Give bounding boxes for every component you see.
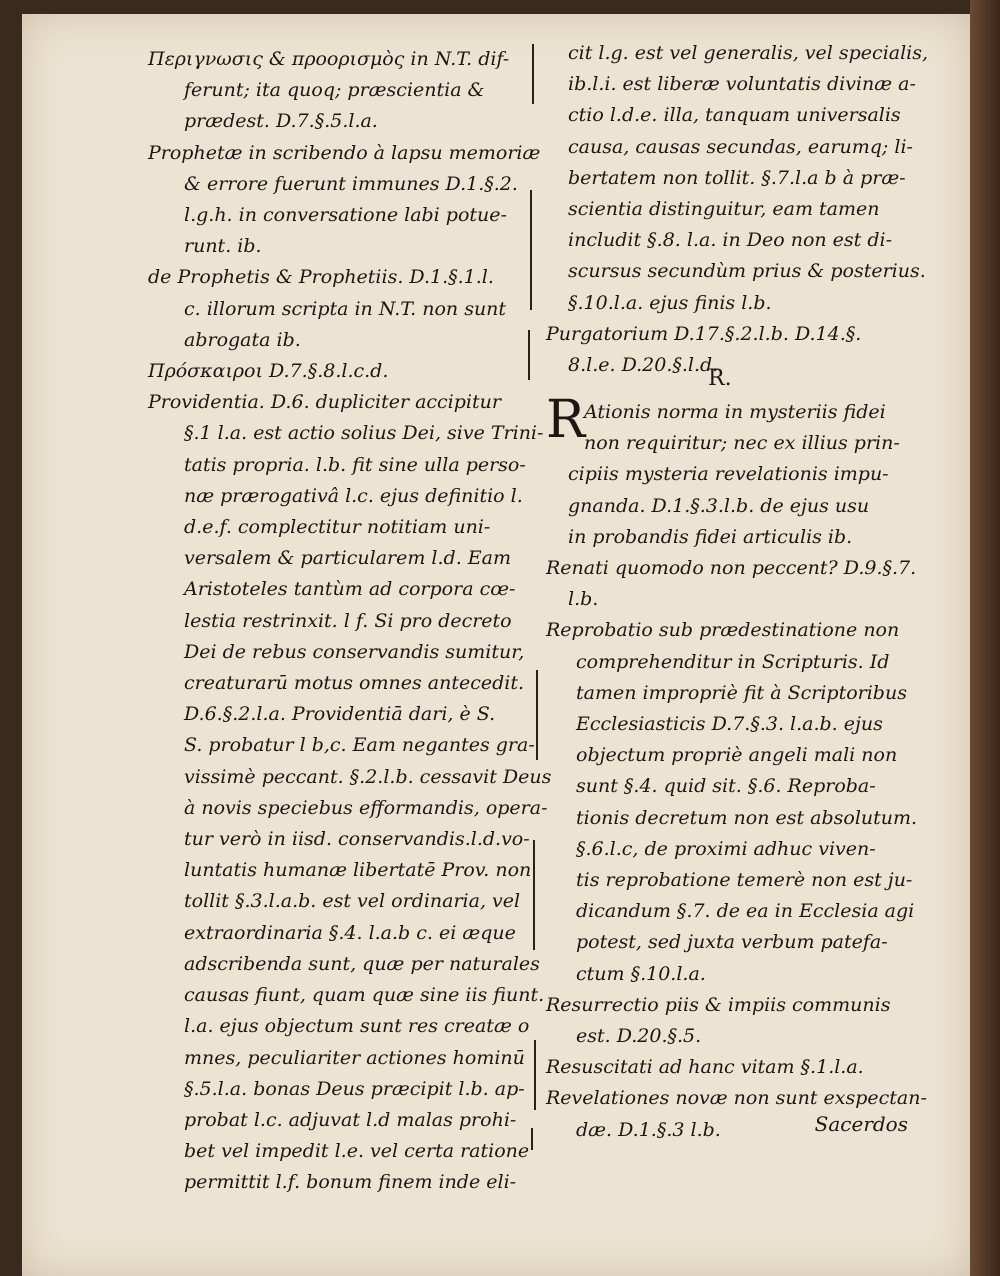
index-line: ferunt; ita quoq; præscientia & xyxy=(184,79,485,102)
index-line: ctio l.d.e. illa, tanquam universalis xyxy=(568,104,901,127)
index-line: Πρόσκαιροι D.7.§.8.l.c.d. xyxy=(148,360,389,383)
index-line: Dei de rebus conservandis sumitur, xyxy=(184,640,525,663)
index-line: D.6.§.2.l.a. Providentiā dari, è S. xyxy=(184,703,496,726)
index-line: lestia restrinxit. l f. Si pro decreto xyxy=(184,609,512,632)
index-line: causas fiunt, quam quæ sine iis fiunt. xyxy=(184,984,545,1007)
index-line: permittit l.f. bonum finem inde eli- xyxy=(184,1171,517,1194)
left-index-column xyxy=(148,44,552,1199)
index-line: tur verò in iisd. conservandis.l.d.vo- xyxy=(184,828,530,851)
index-line: est. D.20.§.5. xyxy=(576,1025,702,1048)
index-line: Ationis norma in mysteriis fidei xyxy=(584,401,886,423)
index-line: S. probatur l b,c. Eam negantes gra- xyxy=(184,734,535,757)
index-line: de Prophetis & Prophetiis. D.1.§.1.l. xyxy=(148,266,494,289)
column-divider xyxy=(531,1128,533,1150)
column-divider xyxy=(533,840,535,950)
index-line: ib.l.i. est liberæ voluntatis divinæ a- xyxy=(568,73,916,96)
index-line: luntatis humanæ libertatē Prov. non xyxy=(184,859,532,882)
index-line: §.6.l.c, de proximi adhuc viven- xyxy=(576,837,876,860)
index-line: tionis decretum non est absolutum. xyxy=(576,806,918,829)
drop-capital: R xyxy=(546,390,586,450)
index-line: cipiis mysteria revelationis impu- xyxy=(568,463,889,486)
index-line: §.1 l.a. est actio solius Dei, sive Trini- xyxy=(184,422,544,445)
index-line: §.10.l.a. ejus finis l.b. xyxy=(568,291,772,314)
index-line: d.e.f. complectitur notitiam uni- xyxy=(184,516,491,539)
index-line: scientia distinguitur, eam tamen xyxy=(568,198,880,221)
column-divider xyxy=(528,330,530,380)
index-line: Resurrectio piis & impiis communis xyxy=(546,993,891,1016)
index-line: ctum §.10.l.a. xyxy=(576,962,706,985)
index-line: comprehenditur in Scripturis. Id xyxy=(576,650,890,673)
index-line: Ecclesiasticis D.7.§.3. l.a.b. ejus xyxy=(576,713,883,736)
index-line: tis reprobatione temerè non est ju- xyxy=(576,869,913,892)
index-line: l.g.h. in conversatione labi potue- xyxy=(184,204,507,227)
index-line: Aristoteles tantùm ad corpora cœ- xyxy=(184,578,516,601)
column-divider xyxy=(534,1040,536,1110)
index-line: l.b. xyxy=(568,588,599,611)
index-line: causa, causas secundas, earumq; li- xyxy=(568,135,913,158)
index-line: includit §.8. l.a. in Deo non est di- xyxy=(568,229,893,252)
catchword: Sacerdos xyxy=(814,1112,908,1136)
index-line: prædest. D.7.§.5.l.a. xyxy=(184,110,378,133)
index-line: Περιγνωσις & προορισμὸς in N.T. dif- xyxy=(148,48,510,70)
index-line: probat l.c. adjuvat l.d malas prohi- xyxy=(184,1108,517,1131)
index-line: Renati quomodo non peccent? D.9.§.7. xyxy=(546,557,917,580)
index-line: Resuscitati ad hanc vitam §.1.l.a. xyxy=(546,1056,864,1079)
index-line: tamen impropriè fit à Scriptoribus xyxy=(576,681,907,704)
index-line: dicandum §.7. de ea in Ecclesia agi xyxy=(576,900,915,923)
index-line: Providentia. D.6. dupliciter accipitur xyxy=(148,391,501,414)
column-divider xyxy=(536,670,538,760)
index-line: scursus secundùm prius & posterius. xyxy=(568,260,926,283)
index-line: mnes, peculiariter actiones hominū xyxy=(184,1046,525,1069)
index-line: sunt §.4. quid sit. §.6. Reproba- xyxy=(576,775,876,798)
index-line: Revelationes novæ non sunt exspectan- xyxy=(546,1087,927,1110)
index-line: à novis speciebus efformandis, opera- xyxy=(184,796,548,819)
index-line: dæ. D.1.§.3 l.b. xyxy=(576,1118,721,1141)
index-line: non requiritur; nec ex illius prin- xyxy=(584,432,900,455)
right-index-column-top xyxy=(546,38,929,381)
index-line: versalem & particularem l.d. Eam xyxy=(184,547,511,570)
section-heading-letter: R. xyxy=(708,366,732,391)
column-divider xyxy=(532,44,534,104)
book-edge xyxy=(970,0,1000,1276)
index-line: adscribenda sunt, quæ per naturales xyxy=(184,952,540,975)
right-index-column-bottom xyxy=(546,397,927,1146)
index-line: & errore fuerunt immunes D.1.§.2. xyxy=(184,172,518,195)
index-line: Purgatorium D.17.§.2.l.b. D.14.§. xyxy=(546,322,862,345)
index-line: abrogata ib. xyxy=(184,328,301,351)
index-line: gnanda. D.1.§.3.l.b. de ejus usu xyxy=(568,494,870,517)
index-line: creaturarū motus omnes antecedit. xyxy=(184,672,525,695)
index-line: tatis propria. l.b. fit sine ulla perso- xyxy=(184,453,526,476)
index-line: vissimè peccant. §.2.l.b. cessavit Deus xyxy=(184,765,552,788)
index-line: Reprobatio sub prædestinatione non xyxy=(546,619,900,642)
index-line: Prophetæ in scribendo à lapsu memoriæ xyxy=(148,141,541,164)
index-line: bet vel impedit l.e. vel certa ratione xyxy=(184,1140,530,1163)
index-line: tollit §.3.l.a.b. est vel ordinaria, vel xyxy=(184,890,521,913)
index-line: potest, sed juxta verbum patefa- xyxy=(576,931,888,954)
index-line: bertatem non tollit. §.7.l.a b à præ- xyxy=(568,166,906,189)
index-line: objectum propriè angeli mali non xyxy=(576,744,898,767)
index-line: l.a. ejus objectum sunt res creatæ o xyxy=(184,1015,530,1038)
index-line: cit l.g. est vel generalis, vel specialis, xyxy=(568,42,929,64)
index-line: næ prærogativâ l.c. ejus definitio l. xyxy=(184,484,523,507)
index-line: c. illorum scripta in N.T. non sunt xyxy=(184,297,507,320)
index-line: §.5.l.a. bonas Deus præcipit l.b. ap- xyxy=(184,1077,525,1100)
index-line: 8.l.e. D.20.§.l.d. xyxy=(568,354,719,377)
column-divider xyxy=(530,190,532,310)
index-line: in probandis fidei articulis ib. xyxy=(568,525,853,548)
index-line: runt. ib. xyxy=(184,235,262,258)
index-line: extraordinaria §.4. l.a.b c. ei æque xyxy=(184,921,516,944)
